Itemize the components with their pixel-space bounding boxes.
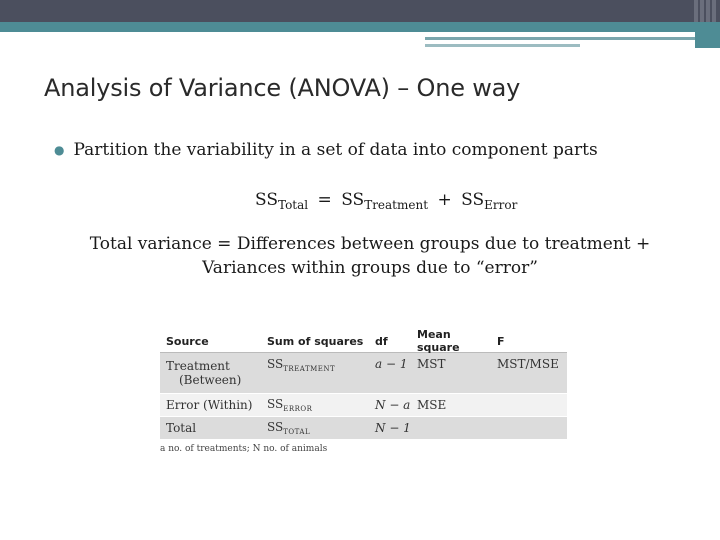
bullet-dot-icon: ● [54,143,65,157]
decor-stripe [694,0,698,22]
eq-subscript: Total [278,198,309,212]
f-cell: MST/MSE [497,357,559,371]
ms-cell: MSE [417,398,447,412]
header-cell: F [497,334,505,348]
source-label: (Between) [179,373,242,387]
ss-subscript: ERROR [283,405,313,413]
ss-label: SS [267,420,284,434]
table-footnote: a no. of treatments; N no. of animals [160,444,328,454]
source-cell: Error (Within) [166,398,253,412]
ss-cell [267,420,375,436]
decor-stripe [712,0,716,22]
bullet-text: Partition the variability in a set of data into component parts [73,140,598,160]
decor-line [425,37,695,40]
eq-term: SS [341,190,365,210]
source-cell: Total [166,421,197,435]
ss-label: SS [267,397,284,411]
table-row [160,352,567,393]
eq-subscript: Error [484,198,518,212]
table-row [160,416,567,439]
header-cell: Source [166,334,209,348]
df-cell: a − 1 [375,357,408,371]
header-cell: df [375,334,388,348]
df-cell: N − a [375,398,411,412]
top-dark-bar [0,0,720,22]
description-line: Total variance = Differences between groups due to treatment + [89,234,651,254]
ss-cell [267,397,375,413]
table-header [160,330,567,352]
slide-title: Analysis of Variance (ANOVA) – One way [44,74,521,102]
header-cell: Mean square [417,328,460,354]
source-label: Treatment [166,359,230,373]
decor-line [425,44,580,47]
top-accent-bar [0,22,720,32]
decor-stripe [700,0,704,22]
variance-description [60,232,680,280]
ss-equation [255,190,517,212]
eq-term: SS [255,190,278,210]
ss-subscript: TOTAL [283,428,311,436]
ss-label: SS [267,357,284,371]
ss-subscript: TREATMENT [283,365,336,373]
ss-cell [267,353,375,373]
description-line: Variances within groups due to “error” [202,258,538,278]
eq-operator: + [437,190,452,210]
eq-operator: = [317,190,332,210]
ms-cell: MST [417,357,446,371]
header-cell: Sum of squares [267,334,364,348]
eq-subscript: Treatment [364,198,429,212]
decor-stripe [706,0,710,22]
eq-term: SS [461,190,485,210]
source-cell [160,359,267,387]
df-cell: N − 1 [375,421,411,435]
bullet-item [54,140,598,160]
anova-table [160,330,567,454]
table-row [160,393,567,416]
decor-block [695,32,720,48]
